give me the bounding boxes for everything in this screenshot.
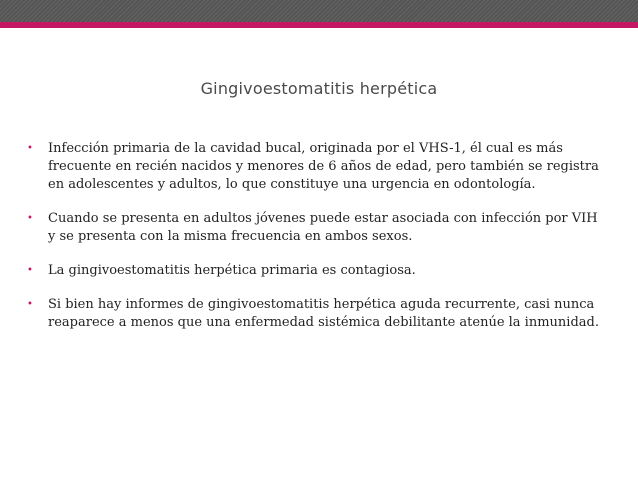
bullet-text: La gingivoestomatitis herpética primaria es contagiosa. <box>48 263 416 278</box>
bullet-icon: • <box>27 143 33 154</box>
bullet-text: Si bien hay informes de gingivoestomatitis herpética aguda recurrente, casi nunca reaparece a menos que una enfermedad sistémica debilitante atenúe la inmunidad. <box>48 297 599 330</box>
slide-title: Gingivoestomatitis herpética <box>200 79 438 98</box>
header-bar <box>0 0 638 22</box>
bullet-item <box>27 140 607 194</box>
bullet-text: Infección primaria de la cavidad bucal, originada por el VHS-1, él cual es más frecuente en recién nacidos y menores de 6 años de edad, pero también se registra en adolescentes y adultos, lo que constituye una urgencia en odontología. <box>48 141 599 192</box>
bullet-icon: • <box>27 299 33 310</box>
bullet-item <box>27 262 607 280</box>
bullet-icon: • <box>27 213 33 224</box>
bullet-item <box>27 210 607 246</box>
bullet-icon: • <box>27 265 33 276</box>
accent-bar <box>0 22 638 28</box>
bullet-list <box>27 140 607 348</box>
bullet-text: Cuando se presenta en adultos jóvenes puede estar asociada con infección por VIH y se presenta con la misma frecuencia en ambos sexos. <box>48 211 598 244</box>
bullet-item <box>27 296 607 332</box>
